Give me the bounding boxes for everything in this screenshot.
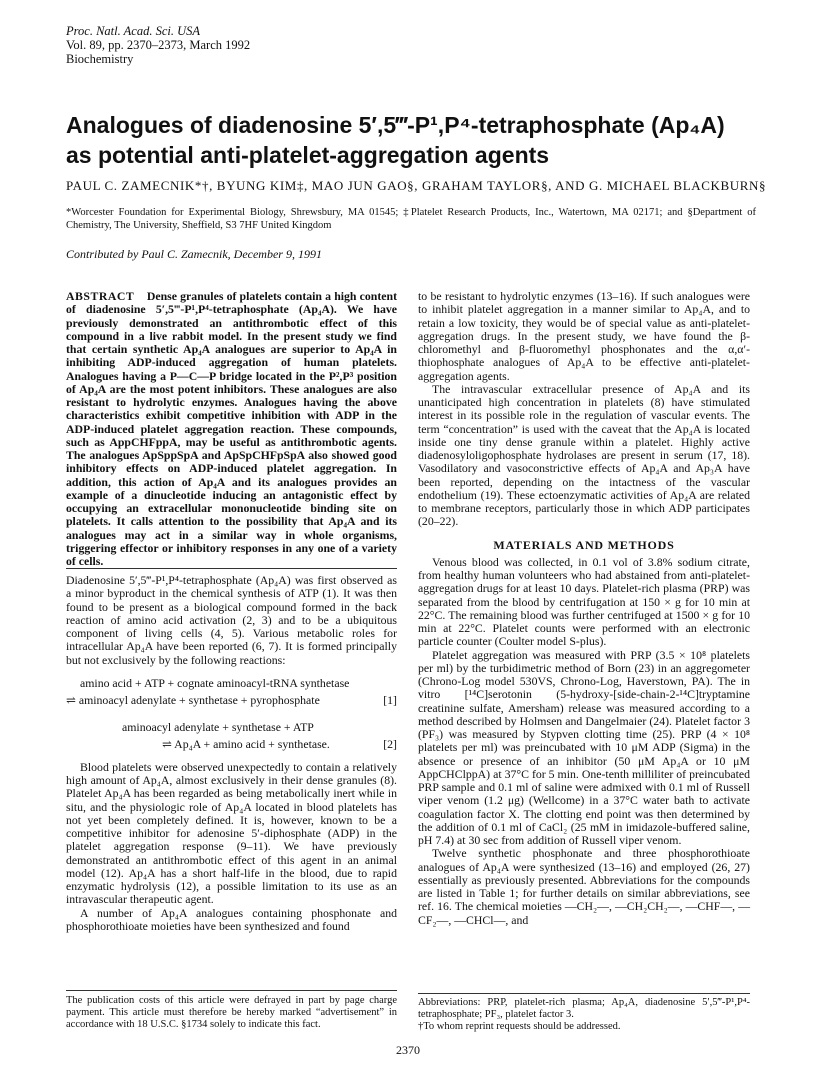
author-list: PAUL C. ZAMECNIK*†, BYUNG KIM‡, MAO JUN GAO§, GRAHAM TAYLOR§, AND G. MICHAEL BLACKBURN§	[66, 178, 767, 193]
analogues-paragraph: A number of Ap₄A analogues containing phosphonate and phosphorothioate moieties have been synthesized and found	[66, 905, 397, 933]
abbreviations-footnote: Abbreviations: PRP, platelet-rich plasma; Ap₄A, diadenosine 5′,5‴-P¹,P⁴-tetraphosphate; PF₃, platelet factor 3.	[418, 997, 750, 1021]
journal-header	[66, 24, 250, 66]
equation-1-line-1: amino acid + ATP + cognate aminoacyl-tRNA synthetase	[80, 675, 350, 690]
equation-2-number: [2]	[383, 736, 397, 751]
methods-paragraph-1: Venous blood was collected, in 0.1 vol of 3.8% sodium citrate, from healthy human volunteers who had abstained from anti-platelet-aggregation drugs for at least 10 days. Platelet-rich plasma (PRP) was separated from the blood by centrifugation at 150 × g for 10 min at 22°C. The remaining blood was further centrifuged at 1500 × g for 10 min at 22°C. Platelet counts were performed with an electronic particle counter (Coulter model S-plus).	[418, 554, 750, 649]
abstract	[66, 290, 397, 568]
equation-2	[66, 719, 397, 753]
equation-2-line-2: ⇌ Ap₄A + amino acid + synthetase.	[162, 736, 330, 751]
right-footnotes	[418, 997, 750, 1034]
abstract-divider	[66, 568, 397, 569]
methods-heading: MATERIALS AND METHODS	[493, 537, 675, 552]
abstract-text: Dense granules of platelets contain a high content of diadenosine 5′,5‴-P¹,P⁴-tetraphosphate (Ap₄A). We have previously demonstrated an antithrombotic effect of this compound in a live rabbit model. In the present study we find that certain synthetic Ap₄A analogues are superior to Ap₄A in inhibiting ADP-induced aggregation of human platelets. Analogues having a P—C—P bridge located in the P²,P³ position of Ap₄A are the most potent inhibitors. These analogues are also resistant to hydrolytic enzymes. Analogues having the above characteristics exhibit competitive inhibition with ADP in the ADP-induced platelet aggregation reaction. These compounds, such as AppCHFppA, may be useful as antithrombotic agents. The analogues ApSppSpA and ApSpCHFpSpA also showed good inhibitory effects on ADP-induced platelet aggregation. In addition, this action of Ap₄A and its analogues provides an example of a dinucleotide inducing an antagonistic effect by occupying an extracellular mononucleotide binding site on platelets. It calls attention to the possibility that Ap₄A and its analogues may act in a similar way in whole organisms, triggering effector or inhibitory responses in any one of a variety of cells.	[66, 289, 397, 568]
abstract-label: ABSTRACT	[66, 289, 135, 303]
methods-paragraph-2: Platelet aggregation was measured with PRP (3.5 × 10⁸ platelets per ml) by the turbidimetric method of Born (23) in an aggregometer (Chrono-Log model 530VS, Chrono-Log, Haverstown, PA). The in vitro [¹⁴C]serotonin (5-hydroxy-[side-chain-2-¹⁴C]tryptamine creatinine sulfate, Amersham) release was measured according to a method described by Holmsen and Dangelmaier (24). Platelet factor 3 (PF₃) was measured by Stypven clotting time (25). PRP (4 × 10⁸ platelets per ml) was preincubated with 10 μM ADP (Sigma) in the absence or presence of an inhibitor (50 μM Ap₄A or 10 μM AppCHClppA) at 37°C for 5 min. One-tenth milliliter of preincubated PRP sample and 0.1 ml of saline were admixed with 0.1 ml of Russell viper venom (1.2 μg) (Wellcome) in a 37°C water bath to activate coagulation factor X. The clotting end point was then determined by the addition of 0.1 ml of CaCl₂ (25 mM in imidazole-buffered saline, pH 7.4) at 30 sec from addition of Russell viper venom.	[418, 647, 750, 847]
equation-1-number: [1]	[383, 692, 397, 707]
left-body	[66, 574, 397, 933]
article-title: Analogues of diadenosine 5′,5‴-P¹,P⁴-tetraphosphate (Ap₄A) as potential anti-platelet-aggregation agents	[66, 112, 725, 168]
journal-volume: Vol. 89, pp. 2370–2373, March 1992	[66, 38, 251, 52]
right-column	[418, 290, 750, 927]
left-column	[66, 290, 397, 568]
footnote-divider-right	[418, 993, 750, 994]
footnote-divider-left	[66, 990, 397, 991]
intro-paragraph: Diadenosine 5′,5‴-P¹,P⁴-tetraphosphate (Ap₄A) was first observed as a minor byproduct in the chemical synthesis of ATP (1). It was then found to be present as a biological compound formed in the back reaction of amino acid activation (2, 3) and to be a ubiquitous component of living cells (4, 5). Various metabolic roles for intracellular Ap₄A have been reported (6, 7). It is formed principally but not exclusively by the following reactions:	[66, 573, 397, 667]
reprint-footnote: †To whom reprint requests should be addressed.	[418, 1021, 621, 1033]
platelet-paragraph: Blood platelets were observed unexpectedly to contain a relatively high amount of Ap₄A, almost exclusively in their dense granules (8). Platelet Ap₄A has been regarded as being metabolically inert while in situ, and the physiologic role of Ap₄A located in blood platelets has not yet been completely defined. It is, however, known to be a competitive inhibitor for adenosine 5′-diphosphate (ADP) in the platelet aggregation response (9–11). We have previously demonstrated an antithrombotic effect of this agent in an animal model (12). Ap₄A has a short half-life in the blood, due to rapid enzymatic hydrolysis (12), a possible limitation to its use as an intravascular therapeutic agent.	[66, 759, 397, 907]
contributed-by: Contributed by Paul C. Zamecnik, December 9, 1991	[66, 247, 322, 261]
journal-section: Biochemistry	[66, 52, 134, 66]
equation-2-line-1: aminoacyl adenylate + synthetase + ATP	[122, 719, 314, 734]
publication-cost-footnote: The publication costs of this article were defrayed in part by page charge payment. This article must therefore be hereby marked “advertisement” in accordance with 18 U.S.C. §1734 solely to indicate this fact.	[66, 995, 397, 1031]
equation-1	[66, 675, 397, 709]
page-number: 2370	[396, 1043, 420, 1057]
right-paragraph-1: to be resistant to hydrolytic enzymes (13–16). If such analogues were to inhibit platelet aggregation in a manner similar to Ap₄A, and to retain a low toxicity, they would be of special value as anti-platelet-aggregation drugs. In the present study, we have found the β-chloromethyl and β-fluoromethyl phosphonates and the α,α′-thiophosphate analogues of Ap₄A to be effective anti-platelet-aggregation agents.	[418, 289, 750, 383]
right-paragraph-2: The intravascular extracellular presence of Ap₄A and its unanticipated high concentration in platelets (8) have stimulated interest in its possible role in the regulation of vascular events. The term “concentration” is used with the caveat that the Ap₄A is located inside one tiny dense granule within a platelet. Highly active diadenosyloligophosphate hydrolases are present in serum (17, 18). Vasodilatory and vasoconstrictive effects of Ap₄A and Ap₃A have been reported, depending on the intactness of the vascular endothelium (19). These ectoenzymatic activities of Ap₄A are related to membrane receptors, particularly those in which ADP participates (20–22).	[418, 381, 750, 529]
methods-paragraph-3: Twelve synthetic phosphonate and three phosphorothioate analogues of Ap₄A were synthesized (13–16) and employed (26, 27) essentially as previously presented. Abbreviations for the compounds are listed in Table 1; for further details on similar abbreviations, see ref. 16. The chemical moieties —CH₂—, —CH₂CH₂—, —CHF—, —CF₂—, —CHCl—, and	[418, 846, 750, 927]
affiliations: *Worcester Foundation for Experimental Biology, Shrewsbury, MA 01545; ‡Platelet Research Products, Inc., Watertown, MA 02171; and §Department of Chemistry, The University, Sheffield, S3 7HF United Kingdom	[66, 207, 756, 231]
journal-name: Proc. Natl. Acad. Sci. USA	[66, 24, 201, 38]
equation-1-line-2: ⇌ aminoacyl adenylate + synthetase + pyrophosphate	[66, 692, 320, 707]
